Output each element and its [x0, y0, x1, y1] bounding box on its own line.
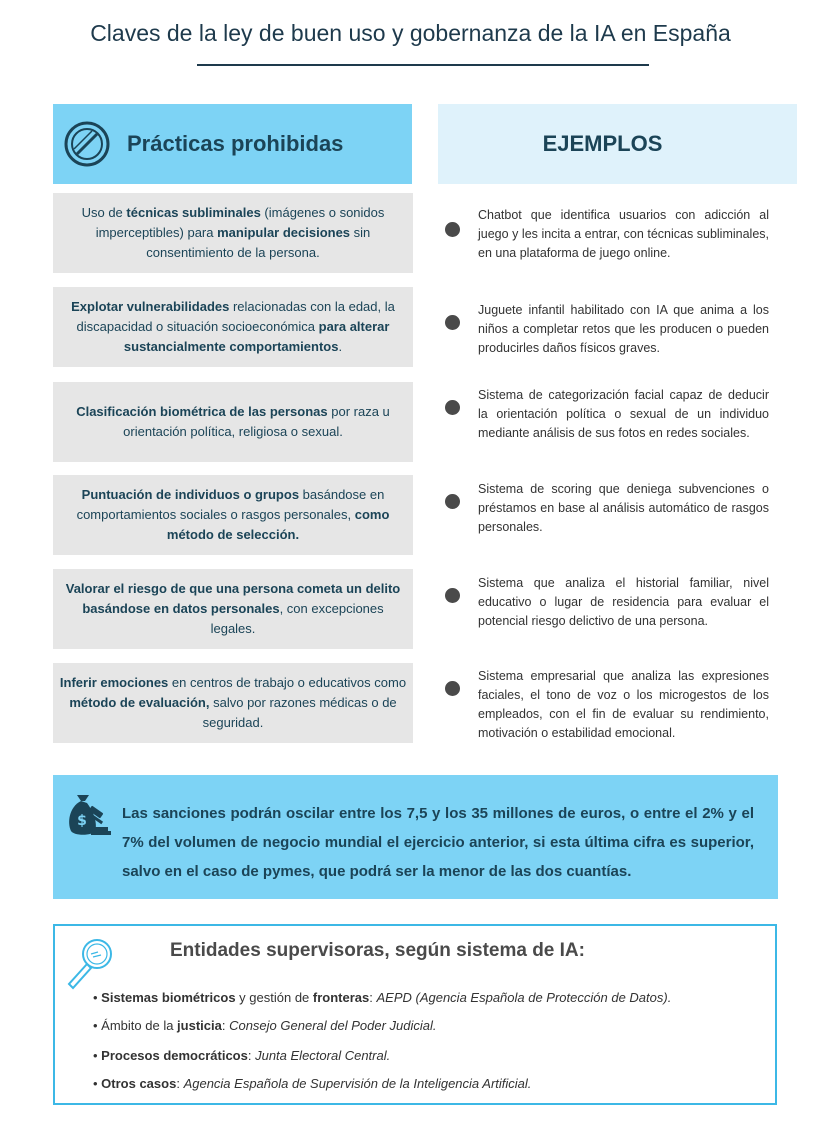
supervisor-item-part: Agencia Española de Supervisión de la Inteligencia Artificial. [183, 1076, 532, 1091]
practice-text-bold: Inferir emociones [59, 675, 169, 690]
sanctions-panel [53, 775, 778, 899]
example-text: Sistema que analiza el historial familiar, nivel educativo o lugar de residencia para evaluar el potencial riesgo delictivo de una persona. [478, 576, 769, 628]
page-title: Claves de la ley de buen uso y gobernanza de la IA en España [90, 20, 731, 46]
practice-text-span: , con excepciones legales. [210, 601, 384, 636]
supervisor-item-part: • [93, 1018, 102, 1033]
supervisor-item [93, 990, 671, 1005]
example-bullet [445, 681, 460, 696]
practice-text-span: salvo por razones médicas o de seguridad. [202, 695, 397, 730]
supervisor-item-part: justicia [177, 1018, 222, 1033]
practice-text-bold: Clasificación biométrica de las personas [76, 404, 328, 419]
supervisor-item-part: AEPD (Agencia Española de Protección de Datos). [376, 990, 672, 1005]
supervisor-item-part: fronteras [312, 990, 370, 1005]
practice-text-bold: como método de selección. [166, 507, 390, 542]
example-bullet [445, 494, 460, 509]
practice-text-span: (imágenes o sonidos imperceptibles) para [95, 205, 385, 240]
practice-box [53, 287, 413, 367]
supervisor-item-part: : [247, 1048, 256, 1063]
supervisor-item [93, 1018, 436, 1033]
sanctions-text: Las sanciones podrán oscilar entre los 7,5 y los 35 millones de euros, o entre el 2% y el 7% del volumen de negocio mundial el ejercicio anterior, si esta última cifra es superior, salvo en el caso de pymes, que podrá ser la menor de las dos cuantías. [122, 805, 754, 880]
supervisor-item [93, 1076, 531, 1091]
practice-text-span: por raza u orientación política, religiosa o sexual. [123, 404, 390, 439]
practice-box [53, 475, 413, 555]
supervisor-item-part: y gestión de [235, 990, 313, 1005]
supervisor-item-part: • [93, 1048, 102, 1063]
practice-text-span: basándose en comportamientos sociales o rasgos personales, [76, 487, 385, 522]
practice-text-span: . [338, 339, 343, 354]
example-bullet [445, 222, 460, 237]
example-bullet [445, 400, 460, 415]
practice-text-bold: Explotar vulnerabilidades [71, 299, 230, 314]
example-text: Chatbot que identifica usuarios con adicción al juego y les incita a entrar, con técnicas subliminales, en una plataforma de juego online. [478, 208, 769, 260]
supervisor-item-part: : [176, 1076, 184, 1091]
practice-box [53, 382, 413, 462]
supervisor-item-part: Sistemas biométricos [101, 990, 236, 1005]
practice-text [59, 203, 407, 263]
practice-text [59, 673, 407, 733]
supervisor-item-part: : [221, 1018, 230, 1033]
example-text: Sistema de scoring que deniega subvenciones o préstamos en base al análisis automático de rasgos personales. [478, 482, 769, 534]
magnifier-icon [61, 934, 117, 992]
practice-text-bold: para alterar sustancialmente comportamientos [123, 319, 390, 354]
practice-text-span: Uso de [81, 205, 127, 220]
prohibited-icon [63, 120, 111, 168]
practice-box [53, 569, 413, 649]
supervisor-item-part: Procesos democráticos [101, 1048, 248, 1063]
practice-text-bold: Puntuación de individuos o grupos [81, 487, 300, 502]
practice-text [59, 402, 407, 442]
example-text: Juguete infantil habilitado con IA que anima a los niños a completar retos que les producen o pueden producirles daños físicos graves. [478, 303, 769, 355]
practice-text-bold: Valorar el riesgo de que una persona cometa un delito basándose en datos personales [65, 581, 401, 616]
supervisor-item-part: : [369, 990, 377, 1005]
header-examples [438, 104, 797, 184]
supervisor-item-part: • [93, 990, 102, 1005]
header-prohibited-practices [53, 104, 412, 184]
example-bullet [445, 315, 460, 330]
practice-box [53, 663, 413, 743]
practice-box [53, 193, 413, 273]
example-text: Sistema empresarial que analiza las expresiones faciales, el tono de voz o los microgestos de los empleados, con el fin de evaluar su rendimiento, motivación o estabilidad emocional. [478, 669, 769, 740]
supervisor-item [93, 1048, 390, 1063]
supervisory-entities-panel [53, 924, 777, 1105]
money-bag-gavel-icon [63, 789, 115, 841]
supervisory-title: Entidades supervisoras, según sistema de IA: [170, 940, 585, 961]
practice-text-span: relacionadas con la edad, la discapacidad o situación socioeconómica [76, 299, 395, 334]
example-text: Sistema de categorización facial capaz de deducir la orientación política o sexual de un individuo mediante análisis de sus fotos en redes sociales. [478, 388, 769, 440]
svg-text:$: $ [77, 813, 87, 829]
supervisor-item-part: • [93, 1076, 102, 1091]
supervisor-item-part: Junta Electoral Central. [255, 1048, 391, 1063]
example-bullet [445, 588, 460, 603]
practice-text [59, 485, 407, 545]
header-right-label: EJEMPLOS [542, 131, 663, 156]
practice-text [59, 297, 407, 357]
header-left-label: Prácticas prohibidas [127, 131, 344, 156]
practice-text-bold: manipular decisiones [217, 225, 351, 240]
practice-text-bold: método de evaluación, [69, 695, 210, 710]
practice-text-span: en centros de trabajo o educativos como [168, 675, 407, 690]
practice-text [59, 579, 407, 639]
practice-text-bold: técnicas subliminales [126, 205, 261, 220]
title-underline [197, 64, 649, 66]
supervisor-item-part: Ámbito de la [101, 1018, 178, 1033]
supervisor-item-part: Otros casos [101, 1076, 177, 1091]
supervisor-item-part: Consejo General del Poder Judicial. [229, 1018, 437, 1033]
practice-text-span: sin consentimiento de la persona. [146, 225, 371, 260]
